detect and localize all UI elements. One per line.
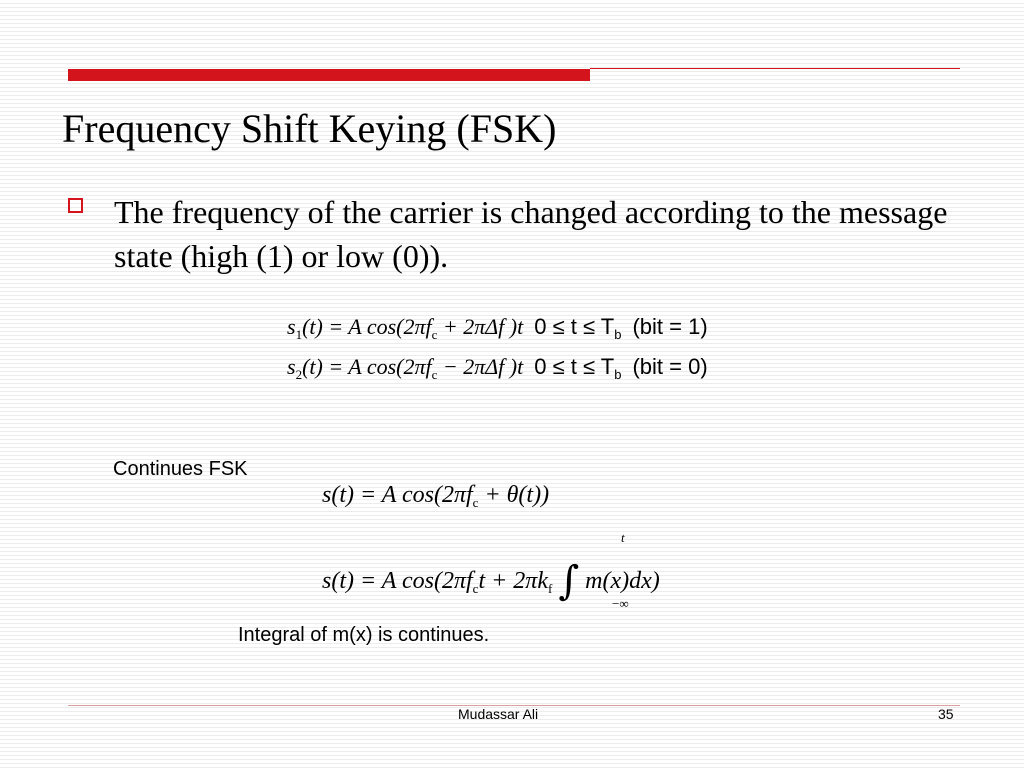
eq2-lhs-sub: 2 [295,367,303,382]
eq4-mid: t + 2πk [478,568,548,594]
eq1-cond: 0 ≤ t ≤ T [534,314,615,339]
eq1-lhs: s [287,314,296,339]
eq2-tb-sub: b [614,367,622,382]
eq1-fc-sub: c [431,327,438,342]
integral-upper-limit: t [621,530,625,545]
eq3-pre: s(t) = A cos(2πf [322,482,473,508]
equation-continuous-fsk [322,482,549,509]
eq2-cond: 0 ≤ t ≤ T [534,354,615,379]
eq1-body: (t) = A cos(2πf [302,314,432,339]
top-rule-line [590,68,960,69]
eq2-mid: − 2πΔf )t [437,354,524,379]
eq2-fc-sub: c [431,367,438,382]
equation-bit-0 [287,354,708,380]
eq2-bit: (bit = 0) [632,354,708,379]
eq4-sub2: f [547,581,553,596]
eq3-sub: c [472,495,479,510]
eq2-lhs: s [287,354,296,379]
square-bullet-icon [68,198,83,213]
slide-title: Frequency Shift Keying (FSK) [62,106,557,151]
integral-sign-icon: ∫ [558,558,580,604]
page-number: 35 [938,706,954,722]
eq3-post: + θ(t)) [478,482,550,508]
integral-note: Integral of m(x) is continues. [238,624,490,646]
eq1-tb-sub: b [614,327,622,342]
eq1-bit: (bit = 1) [632,314,708,339]
eq4-pre: s(t) = A cos(2πf [322,568,473,594]
eq1-mid: + 2πΔf )t [437,314,524,339]
eq2-body: (t) = A cos(2πf [302,354,432,379]
equation-bit-1 [287,314,708,340]
title-accent-bar [68,69,590,81]
eq4-post: m(x)dx) [585,568,660,594]
continuous-fsk-label: Continues FSK [113,458,248,480]
equation-integral-fsk [322,552,660,604]
bullet-text: The frequency of the carrier is changed according to the message state (high (1) or low (0)). [114,194,948,274]
integral-lower-limit: −∞ [612,596,629,611]
footer-author: Mudassar Ali [458,706,539,722]
eq4-sub1: c [472,581,479,596]
eq1-lhs-sub: 1 [295,327,303,342]
